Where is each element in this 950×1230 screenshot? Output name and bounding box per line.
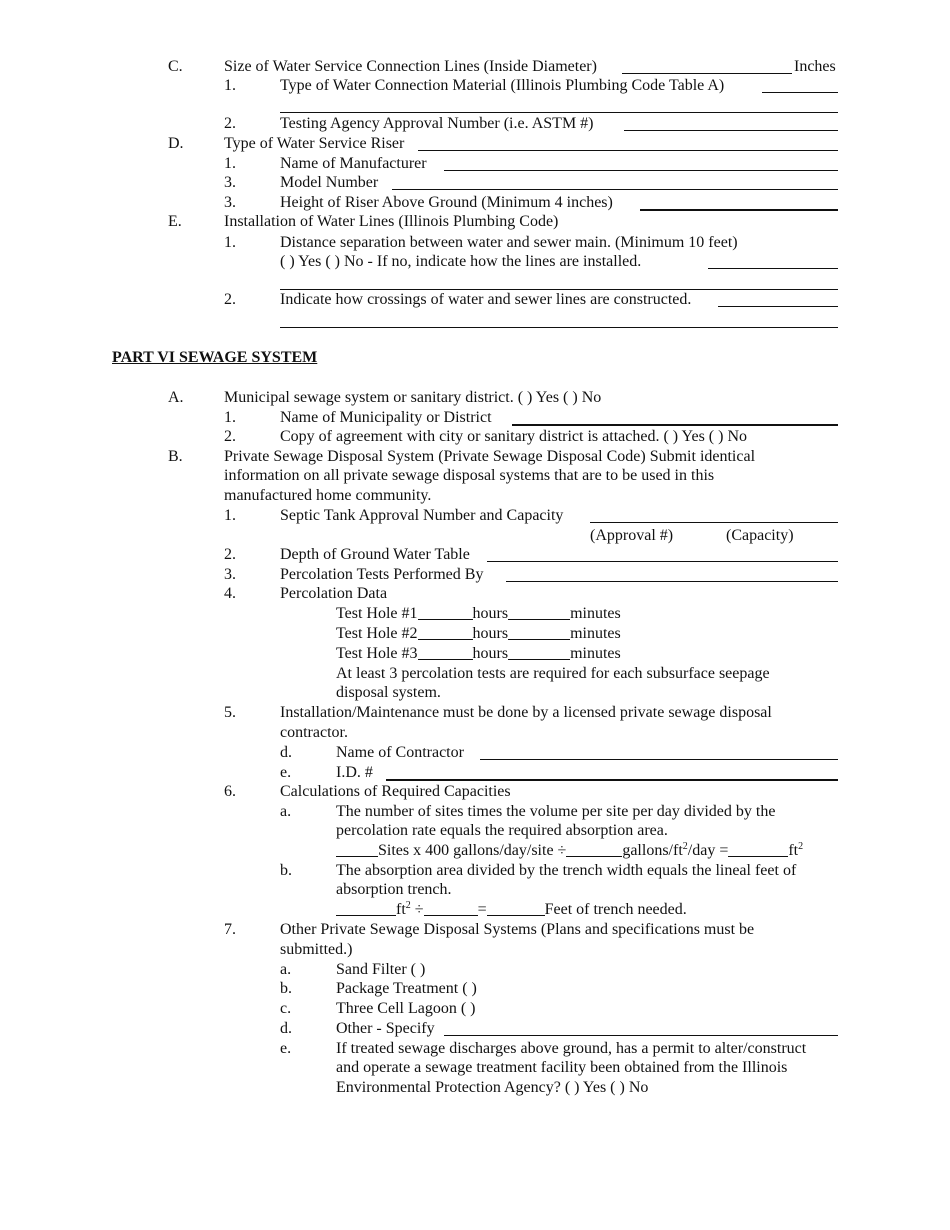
- ground-water-depth-field[interactable]: [487, 561, 838, 562]
- percolation-data-label: Percolation Data: [280, 585, 388, 602]
- inches-unit-label: Inches: [794, 58, 836, 75]
- trench-text-line2: absorption trench.: [336, 881, 452, 898]
- water-lines-installation-label: Installation of Water Lines (Illinois Plumbing Code): [224, 213, 559, 230]
- percolation-performed-by-field[interactable]: [506, 581, 838, 582]
- test-hole-row: [336, 604, 621, 624]
- per-day-equals-text: /day =: [687, 842, 729, 859]
- item-number: 5.: [224, 704, 236, 721]
- manufacturer-label: Name of Manufacturer: [280, 155, 427, 172]
- municipal-sewage-label: Municipal sewage system or sanitary district. ( ) Yes ( ) No: [224, 389, 602, 406]
- percolation-performed-by-label: Percolation Tests Performed By: [280, 566, 484, 583]
- sites-field[interactable]: [336, 841, 378, 857]
- sand-filter-option[interactable]: Sand Filter ( ): [336, 961, 426, 978]
- sites-formula-text: Sites x 400 gallons/day/site ÷: [378, 842, 567, 859]
- sub-letter: b.: [280, 980, 292, 997]
- equals-text: =: [477, 901, 487, 918]
- hours-label: hours: [472, 645, 509, 662]
- percolation-rate-field[interactable]: [566, 841, 622, 857]
- test-hole-1-minutes-field[interactable]: [508, 604, 570, 620]
- item-number: 1.: [224, 155, 236, 172]
- item-number: 6.: [224, 783, 236, 800]
- connection-material-field-line2[interactable]: [280, 112, 838, 113]
- item-number: 1.: [224, 234, 236, 251]
- separation-distance-label: Distance separation between water and sewer main. (Minimum 10 feet): [280, 234, 738, 251]
- divide-text: ÷: [410, 901, 424, 918]
- item-number: 3.: [224, 194, 236, 211]
- trench-text-line1: The absorption area divided by the trench width equals the lineal feet of: [336, 862, 797, 879]
- water-connection-size-field[interactable]: [622, 73, 792, 74]
- calculations-label: Calculations of Required Capacities: [280, 783, 511, 800]
- trench-area-field[interactable]: [336, 900, 396, 916]
- other-systems-line1: Other Private Sewage Disposal Systems (Plans and specifications must be: [280, 921, 755, 938]
- contractor-id-field[interactable]: [386, 779, 838, 781]
- package-treatment-option[interactable]: Package Treatment ( ): [336, 980, 477, 997]
- other-specify-field[interactable]: [444, 1035, 838, 1036]
- installation-maintenance-line2: contractor.: [280, 724, 348, 741]
- other-systems-line2: submitted.): [280, 941, 353, 958]
- minutes-label: minutes: [570, 645, 621, 662]
- test-hole-row: [336, 624, 621, 644]
- test-hole-label: Test Hole #3: [336, 645, 418, 662]
- sub-letter: d.: [280, 744, 292, 761]
- contractor-name-label: Name of Contractor: [336, 744, 464, 761]
- riser-type-field[interactable]: [418, 150, 838, 151]
- municipality-name-field[interactable]: [512, 424, 838, 426]
- trench-width-field[interactable]: [424, 900, 478, 916]
- other-specify-label: Other - Specify: [336, 1020, 435, 1037]
- test-hole-label: Test Hole #1: [336, 605, 418, 622]
- percolation-note-line1: At least 3 percolation tests are required for each subsurface seepage: [336, 665, 770, 682]
- gallons-per-ft-text: gallons/ft: [622, 842, 683, 859]
- sub-letter: c.: [280, 1000, 292, 1017]
- sub-letter: d.: [280, 1020, 292, 1037]
- municipality-name-label: Name of Municipality or District: [280, 409, 492, 426]
- minutes-label: minutes: [570, 625, 621, 642]
- superscript: 2: [798, 841, 804, 852]
- test-hole-3-hours-field[interactable]: [418, 644, 473, 660]
- absorption-area-text-line1: The number of sites times the volume per site per day divided by the: [336, 803, 776, 820]
- item-number: 2.: [224, 115, 236, 132]
- test-hole-2-minutes-field[interactable]: [508, 624, 570, 640]
- section-letter-e: E.: [168, 213, 182, 230]
- item-number: 4.: [224, 585, 236, 602]
- item-number: 2.: [224, 291, 236, 308]
- trench-formula: [336, 900, 687, 920]
- septic-tank-label: Septic Tank Approval Number and Capacity: [280, 507, 564, 524]
- section-letter-c: C.: [168, 58, 183, 75]
- epa-permit-line3: Environmental Protection Agency? ( ) Yes ( ) No: [336, 1079, 649, 1096]
- trench-length-field[interactable]: [487, 900, 545, 916]
- testing-agency-label: Testing Agency Approval Number (i.e. ASTM #): [280, 115, 594, 132]
- sub-letter: a.: [280, 961, 292, 978]
- contractor-id-label: I.D. #: [336, 764, 373, 781]
- epa-permit-line1: If treated sewage discharges above ground, has a permit to alter/construct: [336, 1040, 807, 1057]
- private-sewage-intro-line1: Private Sewage Disposal System (Private Sewage Disposal Code) Submit identical: [224, 448, 756, 465]
- private-sewage-intro-line3: manufactured home community.: [224, 487, 432, 504]
- sub-letter: b.: [280, 862, 292, 879]
- test-hole-3-minutes-field[interactable]: [508, 644, 570, 660]
- crossings-field[interactable]: [718, 306, 838, 307]
- installation-maintenance-line1: Installation/Maintenance must be done by a licensed private sewage disposal: [280, 704, 772, 721]
- item-number: 7.: [224, 921, 236, 938]
- test-hole-label: Test Hole #2: [336, 625, 418, 642]
- absorption-area-text-line2: percolation rate equals the required absorption area.: [336, 822, 668, 839]
- riser-height-field[interactable]: [640, 209, 838, 211]
- crossings-label: Indicate how crossings of water and sewer lines are constructed.: [280, 291, 692, 308]
- absorption-area-formula: [336, 841, 803, 861]
- absorption-area-field[interactable]: [728, 841, 788, 857]
- test-hole-1-hours-field[interactable]: [418, 604, 473, 620]
- ft-text: ft: [396, 901, 406, 918]
- section-letter-b: B.: [168, 448, 183, 465]
- testing-agency-field[interactable]: [624, 130, 838, 131]
- section-letter-a: A.: [168, 389, 184, 406]
- part-vi-heading: PART VI SEWAGE SYSTEM: [112, 349, 318, 366]
- model-number-field[interactable]: [392, 189, 838, 190]
- item-number: 1.: [224, 77, 236, 94]
- sub-letter: a.: [280, 803, 292, 820]
- crossings-field-line2[interactable]: [280, 327, 838, 328]
- item-number: 3.: [224, 566, 236, 583]
- section-letter-d: D.: [168, 135, 184, 152]
- three-cell-lagoon-option[interactable]: Three Cell Lagoon ( ): [336, 1000, 476, 1017]
- ground-water-depth-label: Depth of Ground Water Table: [280, 546, 470, 563]
- item-number: 2.: [224, 428, 236, 445]
- superscript: 2: [682, 841, 688, 852]
- superscript: 2: [405, 900, 411, 911]
- item-number: 3.: [224, 174, 236, 191]
- lines-installed-field[interactable]: [708, 268, 838, 269]
- capacity-caption: (Capacity): [726, 527, 794, 544]
- hours-label: hours: [472, 605, 509, 622]
- contractor-name-field[interactable]: [480, 759, 838, 760]
- connection-material-label: Type of Water Connection Material (Illinois Plumbing Code Table A): [280, 77, 725, 94]
- connection-material-field[interactable]: [762, 92, 838, 93]
- separation-yes-no-label: ( ) Yes ( ) No - If no, indicate how the lines are installed.: [280, 253, 642, 270]
- epa-permit-line2: and operate a sewage treatment facility been obtained from the Illinois: [336, 1059, 788, 1076]
- agreement-attached-label: Copy of agreement with city or sanitary district is attached. ( ) Yes ( ) No: [280, 428, 747, 445]
- water-connection-size-label: Size of Water Service Connection Lines (Inside Diameter): [224, 58, 597, 75]
- riser-height-label: Height of Riser Above Ground (Minimum 4 inches): [280, 194, 613, 211]
- approval-number-caption: (Approval #): [590, 527, 674, 544]
- test-hole-2-hours-field[interactable]: [418, 624, 473, 640]
- item-number: 1.: [224, 409, 236, 426]
- manufacturer-field[interactable]: [444, 170, 838, 171]
- trench-needed-text: Feet of trench needed.: [544, 901, 687, 918]
- sub-letter: e.: [280, 764, 292, 781]
- septic-tank-field[interactable]: [590, 522, 838, 523]
- test-hole-row: [336, 644, 621, 664]
- item-number: 1.: [224, 507, 236, 524]
- square-feet-text: ft: [788, 842, 799, 859]
- sub-letter: e.: [280, 1040, 292, 1057]
- minutes-label: minutes: [570, 605, 621, 622]
- riser-type-label: Type of Water Service Riser: [224, 135, 405, 152]
- percolation-note-line2: disposal system.: [336, 684, 441, 701]
- private-sewage-intro-line2: information on all private sewage disposal systems that are to be used in this: [224, 467, 715, 484]
- model-number-label: Model Number: [280, 174, 379, 191]
- hours-label: hours: [472, 625, 509, 642]
- item-number: 2.: [224, 546, 236, 563]
